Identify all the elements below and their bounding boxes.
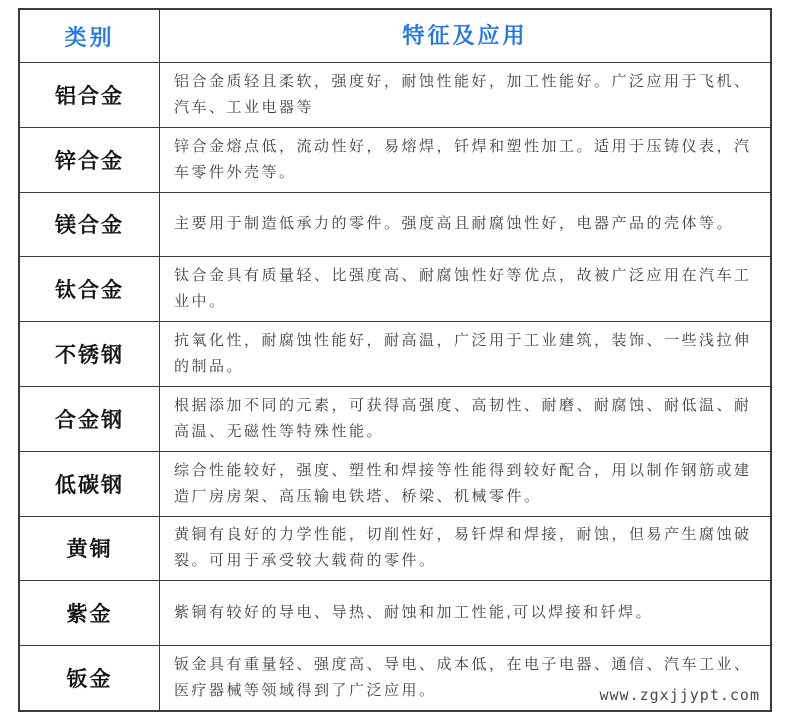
description-text: 铝合金质轻且柔软，强度好，耐蚀性能好，加工性能好。广泛应用于飞机、汽车、工业电器等 (174, 72, 752, 116)
description-text: 黄铜有良好的力学性能，切削性好，易钎焊和焊接，耐蚀，但易产生腐蚀破裂。可用于承受较大载荷的零件。 (174, 526, 752, 570)
description-cell-stainless-steel (159, 321, 770, 386)
header-category: 类别 (64, 24, 115, 50)
description-text: 根据添加不同的元素，可获得高强度、高韧性、耐磨、耐腐蚀、耐低温、耐高温、无磁性等特殊性能。 (174, 396, 752, 440)
description-text: 钛合金具有质量轻、比强度高、耐腐蚀性好等优点，故被广泛应用在汽车工业中。 (174, 267, 752, 311)
category-cell-brass: 黄铜 (20, 516, 159, 581)
header-features: 特征及应用 (159, 10, 770, 62)
description-cell-red-copper (159, 580, 770, 645)
description-cell-aluminum-alloy (159, 62, 770, 127)
description-text: 综合性能较好，强度、塑性和焊接等性能得到较好配合，用以制作钢筋或建造厂房房架、高压输电铁塔、桥梁、机械零件。 (174, 461, 752, 505)
category-cell-red-copper: 紫金 (20, 580, 159, 645)
category-cell-stainless-steel: 不锈钢 (20, 321, 159, 386)
watermark-url: www.zgxjjypt.com (599, 686, 760, 704)
category-cell-magnesium-alloy: 镁合金 (20, 192, 159, 257)
category-cell-low-carbon-steel: 低碳钢 (20, 451, 159, 516)
description-text: 主要用于制造低承力的零件。强度高且耐腐蚀性好，电器产品的壳体等。 (174, 215, 735, 233)
description-text: 紫铜有较好的导电、导热、耐蚀和加工性能,可以焊接和钎焊。 (174, 604, 654, 622)
category-cell-alloy-steel: 合金钢 (20, 386, 159, 451)
description-cell-low-carbon-steel (159, 451, 770, 516)
category-cell-aluminum-alloy: 铝合金 (20, 62, 159, 127)
description-text: 抗氧化性，耐腐蚀性能好，耐高温，广泛用于工业建筑，装饰、一些浅拉伸的制品。 (174, 332, 752, 376)
description-text: 锌合金熔点低，流动性好，易熔焊，钎焊和塑性加工。适用于压铸仪表，汽车零件外壳等。 (174, 137, 752, 181)
description-cell-alloy-steel (159, 386, 770, 451)
description-cell-zinc-alloy (159, 127, 770, 192)
description-cell-titanium-alloy (159, 256, 770, 321)
category-cell-titanium-alloy: 钛合金 (20, 256, 159, 321)
description-cell-brass (159, 516, 770, 581)
materials-table (18, 8, 772, 712)
category-cell-sheet-metal: 钣金 (20, 645, 159, 710)
category-cell-zinc-alloy: 锌合金 (20, 127, 159, 192)
description-cell-magnesium-alloy (159, 192, 770, 257)
table-grid (20, 10, 770, 710)
description-text: 钣金具有重量轻、强度高、导电、成本低，在电子电器、通信、汽车工业、医疗器械等领域得到了广泛应用。 (174, 656, 752, 700)
